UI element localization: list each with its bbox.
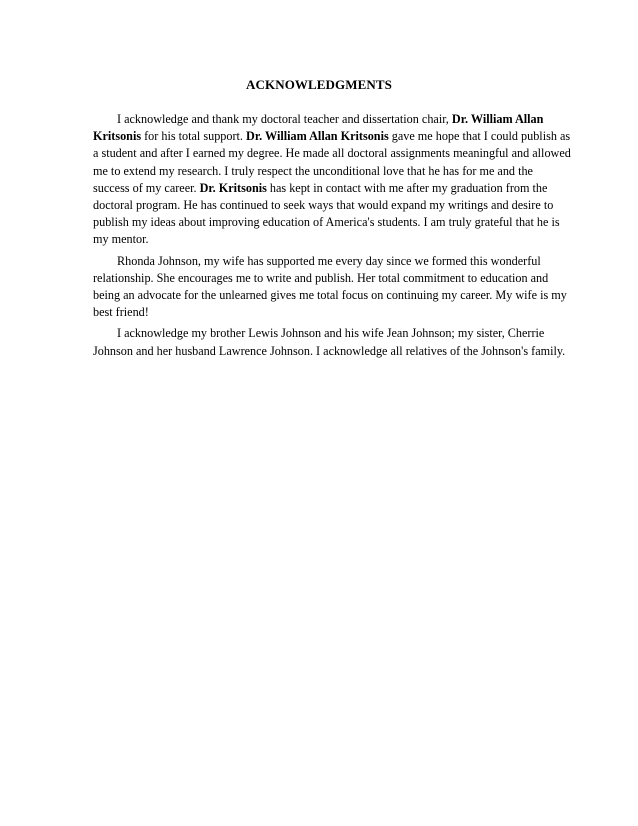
paragraph-text: I acknowledge and thank my doctoral teacher and dissertation chair,	[117, 112, 452, 126]
bold-name-text: Dr. Kritsonis	[199, 180, 267, 195]
paragraph-text: for his total support.	[141, 129, 247, 144]
bold-name-text: Dr. William Allan Kritsonis	[246, 129, 389, 144]
paragraph-text: I acknowledge my brother Lewis Johnson and his wife Jean Johnson; my sister, Cherrie Johnson and her husband Lawrence Johnson. I acknowledge all relatives of the Johnson's family.	[93, 326, 566, 358]
paragraph-mentor	[93, 111, 571, 249]
page-title: ACKNOWLEDGMENTS	[246, 77, 392, 92]
paragraph-family	[93, 325, 571, 359]
paragraph-text: Rhonda Johnson, my wife has supported me every day since we formed this wonderful relationship. She encourages me to write and publish. Her total commitment to education and being an advocate for the unlearned gives me total focus on continuing my career. My wife is my best friend!	[93, 253, 567, 320]
paragraph-text: has kept in contact with me after my graduation from the doctoral program. He has continued to seek ways that would expand my writings and desire to publish my ideas about improving education of America's students. I am truly grateful that he is my mentor.	[93, 180, 560, 247]
bold-name-text: Dr. William Allan Kritsonis	[93, 112, 544, 144]
paragraph-wife	[93, 253, 571, 322]
acknowledgments-body	[93, 111, 571, 364]
paragraph-text: gave me hope that I could publish as a student and after I earned my degree. He made all doctoral assignments meaningful and allowed me to extend my research. I truly respect the unconditional love that he has for me and the success of my career.	[93, 129, 571, 195]
